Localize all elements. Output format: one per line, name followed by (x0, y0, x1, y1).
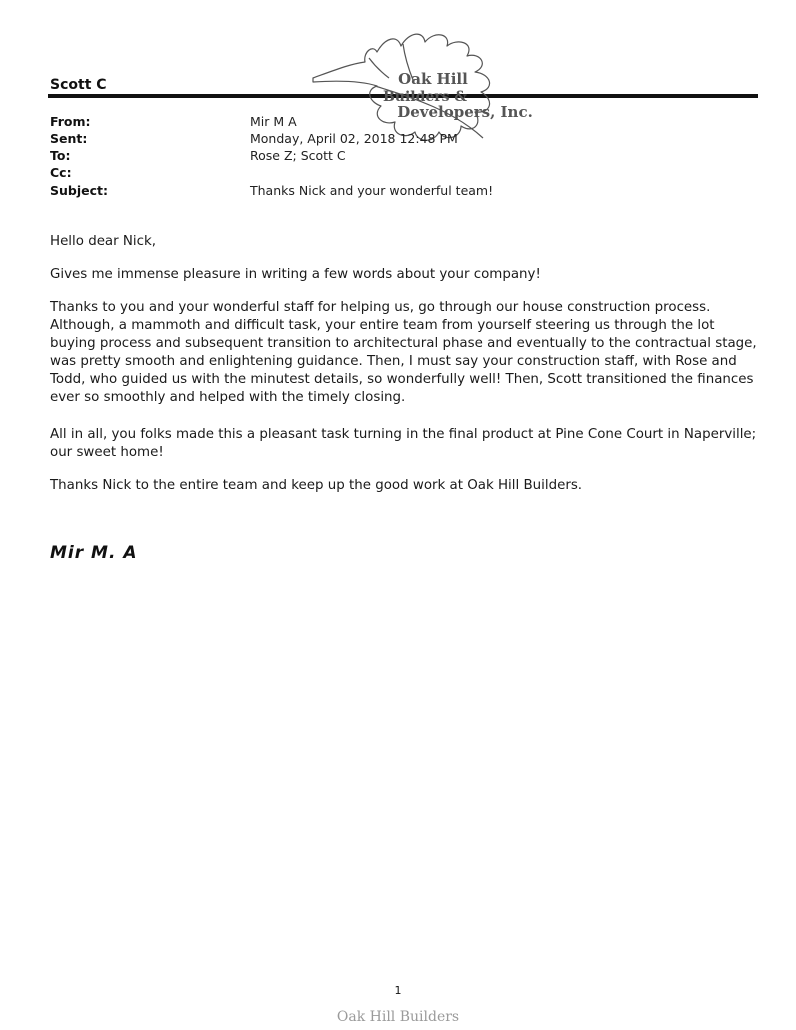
paragraph-1-text: Gives me immense pleasure in writing a few words about your company! (50, 267, 541, 282)
subject-value: Thanks Nick and your wonderful team! (250, 183, 494, 198)
footer-watermark: Oak Hill Builders (336, 1009, 460, 1025)
mailbox-owner-name: Scott C (50, 77, 107, 93)
subject-label: Subject: (50, 183, 108, 198)
to-label: To: (50, 148, 71, 163)
cc-label: Cc: (50, 165, 72, 180)
logo-line-1: Oak Hill (398, 70, 468, 88)
to-row (50, 148, 750, 166)
paragraph-4 (50, 477, 758, 495)
from-label: From: (50, 114, 91, 129)
paragraph-3-text: All in all, you folks made this a pleasant task turning in the final product at Pine Cone Court in Naperville; our sweet home! (50, 427, 757, 460)
to-value: Rose Z; Scott C (250, 148, 346, 163)
greeting-text: Hello dear Nick, (50, 234, 157, 249)
sent-row (50, 131, 750, 149)
page-number: 1 (394, 984, 402, 997)
subject-row (50, 183, 750, 201)
cc-row (50, 165, 750, 183)
signature: Mir M. A (50, 543, 138, 563)
paragraph-2-text: Thanks to you and your wonderful staff for helping us, go through our house construction process. Although, a mammoth and difficult task, your entire team from yourself steering us through the lot buying process and subsequent transition to architectural phase and eventually to the contractual stage, was pretty smooth and enlightening guidance. Then, I must say your construction staff, with Rose and Todd, who guided us with the minutest details, so wonderfully well! Then, Scott transitioned the finances ever so smoothly and helped with the timely closing. (50, 300, 757, 405)
sent-value: Monday, April 02, 2018 12:48 PM (250, 131, 458, 146)
logo-line-2: Builders & (382, 89, 468, 105)
greeting (50, 233, 758, 251)
sent-label: Sent: (50, 131, 88, 146)
paragraph-4-text: Thanks Nick to the entire team and keep up the good work at Oak Hill Builders. (50, 478, 583, 493)
from-value: Mir M A (250, 114, 297, 129)
paragraph-2 (50, 299, 758, 407)
paragraph-1 (50, 266, 758, 284)
from-row (50, 114, 750, 132)
logo-line-3: Developers, Inc. (397, 103, 533, 121)
paragraph-3 (50, 426, 758, 462)
